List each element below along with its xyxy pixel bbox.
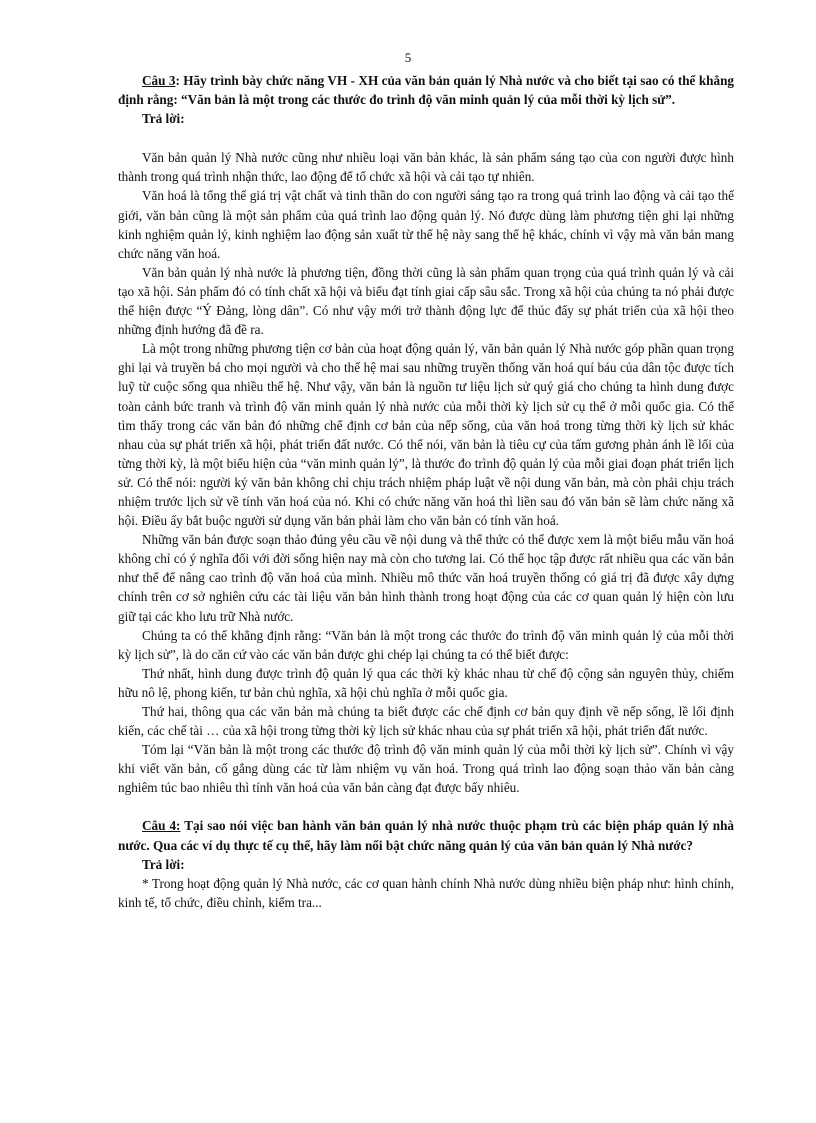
- paragraph: Văn hoá là tổng thể giá trị vật chất và tinh thần do con người sáng tạo ra trong quá trình lao động và cải tạo thế giới, văn bản cũng là một sản phẩm của quá trình lao động quản lý. Nó được dùng làm phương tiện ghi lại những kinh nghiệm quản lý, kinh nghiệm lao động sản xuất từ thế hệ này sang thế hệ khác, chính vì vậy mà văn bản mang chức năng văn hoá.: [118, 188, 734, 261]
- page-number: 5: [404, 50, 412, 65]
- question-3-label: Câu 3: [142, 73, 176, 88]
- question-4-text: Tại sao nói việc ban hành văn bản quản lý nhà nước thuộc phạm trù các biện pháp quản lý nhà nước. Qua các ví dụ thực tế cụ thể, hãy làm nổi bật chức năng quản lý của văn bản quản lý Nhà nước?: [118, 818, 735, 853]
- paragraph: Chúng ta có thể khẳng định rằng: “Văn bản là một trong các thước đo trình độ văn minh quản lý của mỗi thời kỳ lịch sử”, là do căn cứ vào các văn bản được ghi chép lại chúng ta có thể biết được:: [118, 627, 734, 662]
- paragraph: * Trong hoạt động quản lý Nhà nước, các cơ quan hành chính Nhà nước dùng nhiều biện pháp như: hình chính, kinh tế, tổ chức, điều chỉnh, kiểm tra...: [118, 875, 734, 910]
- paragraph: Là một trong những phương tiện cơ bản của hoạt động quản lý, văn bản quản lý Nhà nước góp phần quan trọng ghi lại và truyền bá cho mọi người và cho thế hệ mai sau những truyền thống văn hoá quí báu của dân tộc được tích luỹ từ cuộc sống qua nhiều thế hệ. Như vậy, văn bản là nguồn tư liệu lịch sử quý giá cho chúng ta hình dung được toàn cảnh bức tranh và trình độ văn minh quản lý nhà nước của mỗi thời kỳ lịch sử cụ thể ở mỗi quốc gia. Có thể tìm thấy trong các văn bản đó những chế định cơ bản của nếp sống, của văn hoá trong từng thời kỳ lịch sử khác nhau của sự phát triển xã hội, phát triển đất nước. Có thể nói, văn bản là tiêu cự của tấm gương phản ánh lề lối của từng thời kỳ, là một biểu hiện của “văn minh quản lý”, là thước đo trình độ quản lý của mỗi giai đoạn phát triển lịch sử. Có thể nói: người ký văn bản không chỉ chịu trách nhiệm pháp luật về nội dung văn bản, mà còn phải chịu trách nhiệm trước lịch sử về tính văn hoá của nó. Khi có chức năng văn hoá thì liền sau đó văn bản sẽ làm chức năng xã hội. Điều ấy bắt buộc người sử dụng văn bản phải làm cho văn bản có tính văn hoá.: [118, 341, 734, 529]
- paragraph: Những văn bản được soạn thảo đúng yêu cầu về nội dung và thể thức có thể được xem là một biểu mẫu văn hoá không chỉ có ý nghĩa đối với đời sống hiện nay mà còn cho tương lai. Có thể học tập được rất nhiều qua các văn bản như thế để nâng cao trình độ văn hoá của mình. Nhiều mô thức văn hoá truyền thống có giá trị đã được xây dựng chính trên cơ sở nghiên cứu các tài liệu văn bản hình thành trong hoạt động của các cơ quan quản lý hiện còn lưu giữ tại các kho lưu trữ Nhà nước.: [118, 532, 734, 624]
- question-4-answer-label: Trả lời:: [142, 856, 185, 872]
- spacer: [118, 128, 734, 148]
- question-4-label: Câu 4:: [142, 818, 181, 834]
- question-3-heading: [118, 71, 734, 109]
- question-3-text: : Hãy trình bày chức năng VH - XH của văn bản quản lý Nhà nước và cho biết tại sao có thể khẳng định rằng: “Văn bản là một trong các thước đo trình độ văn minh quản lý của mỗi thời kỳ lịch sử”.: [118, 73, 735, 108]
- paragraph: Tóm lại “Văn bản là một trong các thước độ trình độ văn minh quản lý của mỗi thời kỳ lịch sử”. Chính vì vậy khi viết văn bản, cố gắng dùng các từ làm nhiệm vụ văn hoá. Trong quá trình lao động soạn thảo văn bản càng nghiêm túc bao nhiêu thì tính văn hoá của văn bản càng đạt được bấy nhiêu.: [118, 742, 734, 796]
- paragraph: Văn bản quản lý Nhà nước cũng như nhiều loại văn bản khác, là sản phẩm sáng tạo của con người được hình thành trong quá trình nhận thức, lao động để tổ chức xã hội và cải tạo tự nhiên.: [118, 150, 734, 185]
- paragraph: Văn bản quản lý nhà nước là phương tiện, đồng thời cũng là sản phẩm quan trọng của quá trình quản lý và cải tạo xã hội. Sản phẩm đó có tính chất xã hội và biểu đạt tính giai cấp sâu sắc. Trong xã hội của chúng ta nó phải được thể hiện được “Ý Đảng, lòng dân”. Có như vậy mới trở thành động lực để thúc đẩy sự phát triển của xã hội theo những định hướng đã đề ra.: [118, 264, 734, 338]
- page-content: [118, 71, 734, 912]
- spacer: [118, 797, 734, 816]
- question-3-answer-label: Trả lời:: [142, 111, 185, 127]
- paragraph: Thứ hai, thông qua các văn bản mà chúng ta biết được các chế định cơ bản quy định về nếp sống, lề lối định kiến, các chế tài … của xã hội trong từng thời kỳ lịch sử khác nhau của sự phát triển xã hội, phát triển đất nước.: [118, 704, 734, 739]
- paragraph: Thứ nhất, hình dung được trình độ quản lý qua các thời kỳ khác nhau từ chế độ cộng sản nguyên thủy, chiếm hữu nô lệ, phong kiến, tư bản chủ nghĩa, xã hội chủ nghĩa ở mỗi quốc gia.: [118, 665, 734, 700]
- question-4-heading: [118, 816, 734, 854]
